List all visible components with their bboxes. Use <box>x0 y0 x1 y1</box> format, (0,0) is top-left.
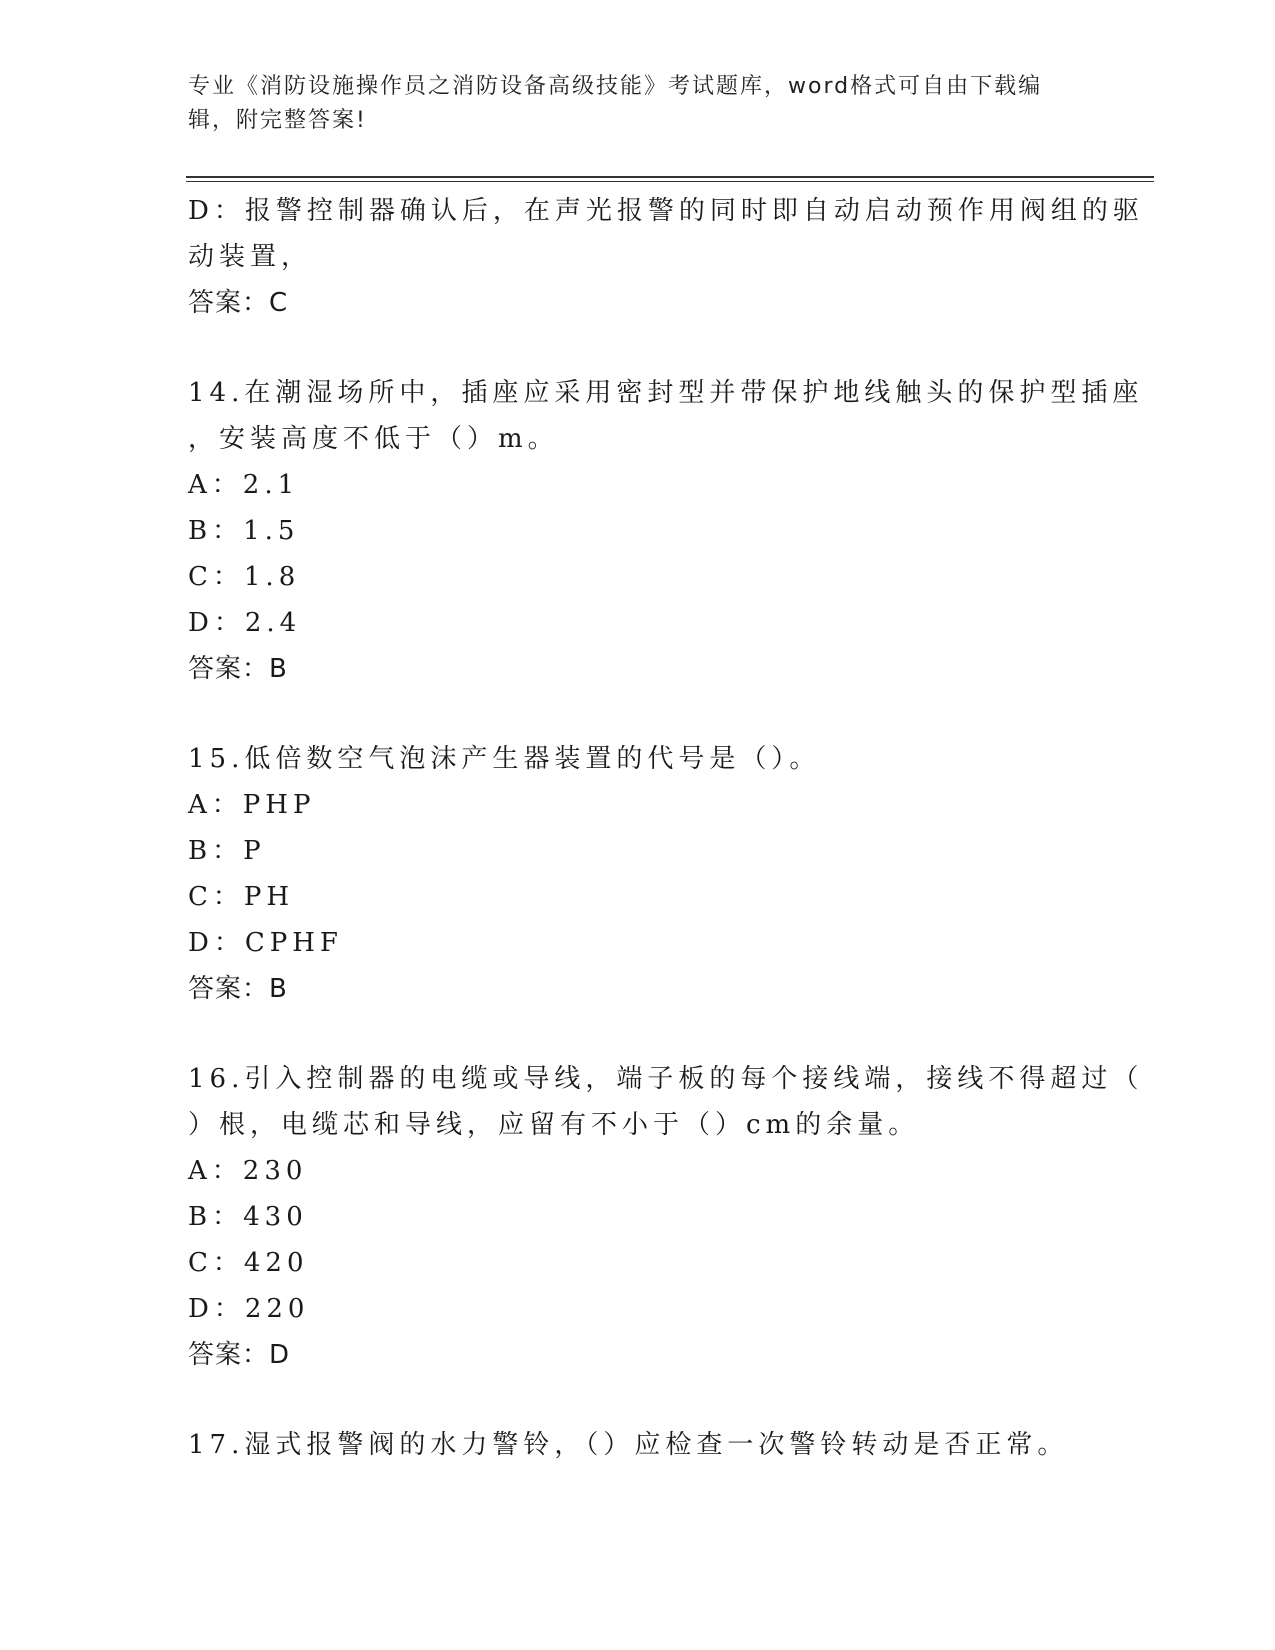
header-line-2: 辑，附完整答案! <box>188 108 367 133</box>
question-stem: 14.在潮湿场所中，插座应采用密封型并带保护地线触头的保护型插座 <box>188 378 1144 408</box>
option-b: B：430 <box>188 1202 308 1232</box>
option-d: D：2.4 <box>188 608 302 638</box>
question-list <box>188 188 1144 1468</box>
document-header <box>188 70 1068 138</box>
question-stem-continued: ）根，电缆芯和导线，应留有不小于（）cm的余量。 <box>188 1110 920 1140</box>
question-stem-continued: ，安装高度不低于（）m。 <box>188 424 559 454</box>
option-d: D：220 <box>188 1294 310 1324</box>
header-line-1: 专业《消防设施操作员之消防设备高级技能》考试题库，word格式可自由下载编 <box>188 74 1043 99</box>
option-d-line-1: D：报警控制器确认后，在声光报警的同时即自动启动预作用阀组的驱 <box>188 196 1144 226</box>
option-d-line-2: 动装置， <box>188 242 313 272</box>
option-c: C：PH <box>188 882 295 912</box>
spacer <box>188 1378 1088 1422</box>
option-c: C：1.8 <box>188 562 301 592</box>
question-stem: 16.引入控制器的电缆或导线，端子板的每个接线端，接线不得超过（ <box>188 1064 1144 1094</box>
question-stem: 15.低倍数空气泡沫产生器装置的代号是（）。 <box>188 744 821 774</box>
question-17 <box>188 1422 1088 1468</box>
answer: 答案：B <box>188 654 288 684</box>
option-a: A：PHP <box>188 790 316 820</box>
option-b: B：1.5 <box>188 516 300 546</box>
option-a: A：230 <box>188 1156 308 1186</box>
question-16 <box>188 1056 1144 1378</box>
question-stem: 17.湿式报警阀的水力警铃，（）应检查一次警铃转动是否正常。 <box>188 1430 1069 1460</box>
question-15 <box>188 736 1088 1012</box>
answer: 答案：B <box>188 974 288 1004</box>
option-b: B：P <box>188 836 266 866</box>
header-divider-thin <box>186 181 1154 182</box>
option-d: D：CPHF <box>188 928 343 958</box>
option-a: A：2.1 <box>188 470 300 500</box>
spacer <box>188 692 1088 736</box>
option-c: C：420 <box>188 1248 309 1278</box>
header-divider-thick <box>186 176 1154 178</box>
answer: 答案：D <box>188 1340 291 1370</box>
question-14 <box>188 370 1144 692</box>
question-13-tail <box>188 188 1144 326</box>
answer: 答案：C <box>188 288 289 318</box>
spacer <box>188 1012 1088 1056</box>
spacer <box>188 326 1088 370</box>
